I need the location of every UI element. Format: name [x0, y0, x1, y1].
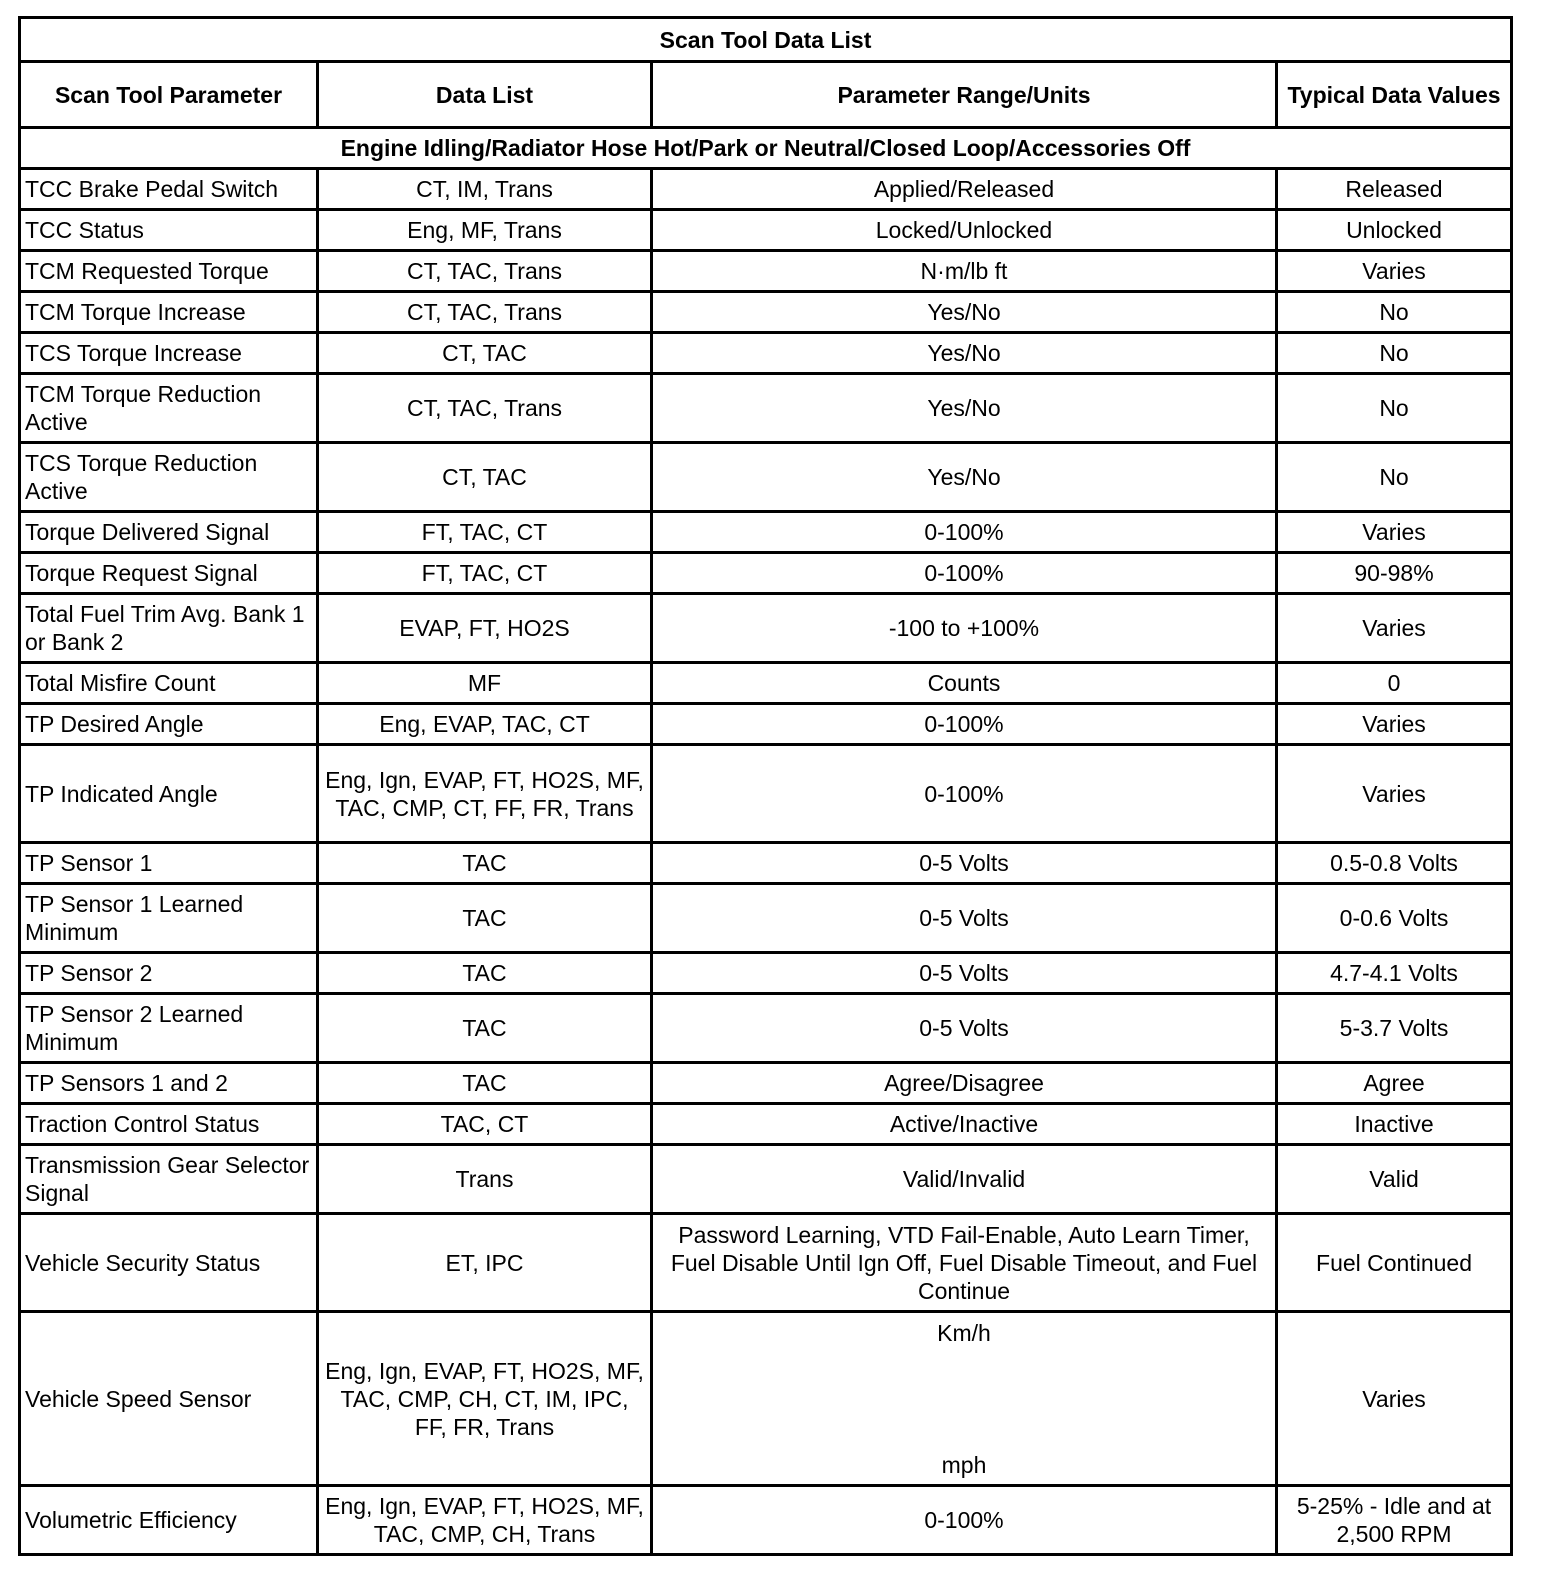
parameter-cell: Transmission Gear Selector Signal — [20, 1145, 318, 1214]
range-unit-metric: Km/h — [937, 1319, 991, 1346]
parameter-cell: TCM Torque Reduction Active — [20, 374, 318, 443]
data-list-cell: Eng, MF, Trans — [318, 210, 652, 251]
parameter-cell: TCS Torque Increase — [20, 333, 318, 374]
data-list-cell: Eng, Ign, EVAP, FT, HO2S, MF, TAC, CMP, CH, Trans — [318, 1486, 652, 1555]
range-cell: -100 to +100% — [652, 594, 1277, 663]
parameter-cell: Vehicle Security Status — [20, 1214, 318, 1312]
data-list-cell: CT, IM, Trans — [318, 169, 652, 210]
typical-cell: Fuel Continued — [1277, 1214, 1512, 1312]
typical-cell: 0 — [1277, 663, 1512, 704]
data-list-cell: Eng, Ign, EVAP, FT, HO2S, MF, TAC, CMP, CH, CT, IM, IPC, FF, FR, Trans — [318, 1312, 652, 1486]
table-row — [20, 745, 1512, 843]
condition-row — [20, 128, 1512, 169]
range-cell: Valid/Invalid — [652, 1145, 1277, 1214]
table-header-row — [20, 62, 1512, 128]
parameter-cell: TP Indicated Angle — [20, 745, 318, 843]
range-cell: 0-5 Volts — [652, 994, 1277, 1063]
operating-condition: Engine Idling/Radiator Hose Hot/Park or Neutral/Closed Loop/Accessories Off — [20, 128, 1512, 169]
parameter-cell: TP Sensor 1 — [20, 843, 318, 884]
parameter-cell: TCM Requested Torque — [20, 251, 318, 292]
typical-cell: No — [1277, 374, 1512, 443]
table-row — [20, 292, 1512, 333]
range-cell: 0-100% — [652, 1486, 1277, 1555]
table-row — [20, 553, 1512, 594]
typical-cell: No — [1277, 292, 1512, 333]
parameter-cell: Volumetric Efficiency — [20, 1486, 318, 1555]
header-parameter-range-units: Parameter Range/Units — [652, 62, 1277, 128]
table-row — [20, 1063, 1512, 1104]
parameter-cell: TCC Status — [20, 210, 318, 251]
parameter-cell: Torque Request Signal — [20, 553, 318, 594]
parameter-cell: TCM Torque Increase — [20, 292, 318, 333]
range-cell: 0-100% — [652, 512, 1277, 553]
typical-cell: Varies — [1277, 745, 1512, 843]
parameter-cell: Total Misfire Count — [20, 663, 318, 704]
range-cell: Yes/No — [652, 374, 1277, 443]
range-cell: Counts — [652, 663, 1277, 704]
table-row — [20, 251, 1512, 292]
typical-cell: Varies — [1277, 1312, 1512, 1486]
table-row — [20, 994, 1512, 1063]
data-list-cell: CT, TAC, Trans — [318, 251, 652, 292]
data-list-cell: ET, IPC — [318, 1214, 652, 1312]
data-list-cell: MF — [318, 663, 652, 704]
table-row — [20, 953, 1512, 994]
header-data-list: Data List — [318, 62, 652, 128]
table-row — [20, 374, 1512, 443]
data-list-cell: FT, TAC, CT — [318, 553, 652, 594]
data-list-cell: TAC — [318, 843, 652, 884]
parameter-cell: Torque Delivered Signal — [20, 512, 318, 553]
range-cell: Locked/Unlocked — [652, 210, 1277, 251]
typical-cell: No — [1277, 443, 1512, 512]
range-cell: Yes/No — [652, 443, 1277, 512]
range-cell: N·m/lb ft — [652, 251, 1277, 292]
table-row — [20, 443, 1512, 512]
typical-cell: Varies — [1277, 704, 1512, 745]
header-typical-data-values: Typical Data Values — [1277, 62, 1512, 128]
range-cell: Applied/Released — [652, 169, 1277, 210]
range-unit-imperial: mph — [941, 1451, 987, 1478]
typical-cell: No — [1277, 333, 1512, 374]
parameter-cell: Traction Control Status — [20, 1104, 318, 1145]
data-list-cell: Eng, Ign, EVAP, FT, HO2S, MF, TAC, CMP, CT, FF, FR, Trans — [318, 745, 652, 843]
data-list-cell: CT, TAC — [318, 333, 652, 374]
data-list-cell: CT, TAC, Trans — [318, 374, 652, 443]
typical-cell: 0.5-0.8 Volts — [1277, 843, 1512, 884]
parameter-cell: TP Desired Angle — [20, 704, 318, 745]
table-row — [20, 663, 1512, 704]
data-list-cell: FT, TAC, CT — [318, 512, 652, 553]
data-list-cell: Eng, EVAP, TAC, CT — [318, 704, 652, 745]
table-row — [20, 1312, 1512, 1486]
range-cell: Agree/Disagree — [652, 1063, 1277, 1104]
range-cell: Active/Inactive — [652, 1104, 1277, 1145]
typical-cell: Unlocked — [1277, 210, 1512, 251]
typical-cell: 90-98% — [1277, 553, 1512, 594]
table-row — [20, 884, 1512, 953]
data-list-cell: CT, TAC, Trans — [318, 292, 652, 333]
table-row — [20, 594, 1512, 663]
parameter-cell: TCC Brake Pedal Switch — [20, 169, 318, 210]
table-title-row — [20, 18, 1512, 62]
scan-tool-data-table — [18, 16, 1513, 1556]
parameter-cell: TCS Torque Reduction Active — [20, 443, 318, 512]
data-list-cell: CT, TAC — [318, 443, 652, 512]
range-cell: 0-100% — [652, 745, 1277, 843]
parameter-cell: Total Fuel Trim Avg. Bank 1 or Bank 2 — [20, 594, 318, 663]
typical-cell: 4.7-4.1 Volts — [1277, 953, 1512, 994]
table-row — [20, 169, 1512, 210]
typical-cell: 0-0.6 Volts — [1277, 884, 1512, 953]
data-list-cell: TAC — [318, 953, 652, 994]
parameter-cell: TP Sensor 1 Learned Minimum — [20, 884, 318, 953]
parameter-cell: TP Sensor 2 — [20, 953, 318, 994]
table-row — [20, 333, 1512, 374]
parameter-cell: TP Sensor 2 Learned Minimum — [20, 994, 318, 1063]
range-cell: Yes/No — [652, 333, 1277, 374]
table-row — [20, 1486, 1512, 1555]
table-row — [20, 1145, 1512, 1214]
range-cell: 0-5 Volts — [652, 953, 1277, 994]
typical-cell: Varies — [1277, 594, 1512, 663]
range-cell: Password Learning, VTD Fail-Enable, Auto Learn Timer, Fuel Disable Until Ign Off, Fuel Disable Timeout, and Fuel Continue — [652, 1214, 1277, 1312]
data-list-cell: TAC, CT — [318, 1104, 652, 1145]
typical-cell: 5-25% - Idle and at 2,500 RPM — [1277, 1486, 1512, 1555]
parameter-cell: TP Sensors 1 and 2 — [20, 1063, 318, 1104]
range-cell — [652, 1312, 1277, 1486]
range-cell: Yes/No — [652, 292, 1277, 333]
range-cell: 0-100% — [652, 553, 1277, 594]
data-list-cell: EVAP, FT, HO2S — [318, 594, 652, 663]
data-list-cell: TAC — [318, 884, 652, 953]
range-cell: 0-100% — [652, 704, 1277, 745]
table-row — [20, 843, 1512, 884]
range-cell: 0-5 Volts — [652, 884, 1277, 953]
typical-cell: 5-3.7 Volts — [1277, 994, 1512, 1063]
table-row — [20, 1214, 1512, 1312]
typical-cell: Varies — [1277, 512, 1512, 553]
table-row — [20, 704, 1512, 745]
data-list-cell: Trans — [318, 1145, 652, 1214]
typical-cell: Released — [1277, 169, 1512, 210]
data-list-cell: TAC — [318, 1063, 652, 1104]
typical-cell: Agree — [1277, 1063, 1512, 1104]
typical-cell: Inactive — [1277, 1104, 1512, 1145]
table-title: Scan Tool Data List — [20, 18, 1512, 62]
header-scan-tool-parameter: Scan Tool Parameter — [20, 62, 318, 128]
range-cell: 0-5 Volts — [652, 843, 1277, 884]
table-row — [20, 1104, 1512, 1145]
range-units-stack — [657, 1319, 1271, 1479]
data-list-cell: TAC — [318, 994, 652, 1063]
typical-cell: Varies — [1277, 251, 1512, 292]
typical-cell: Valid — [1277, 1145, 1512, 1214]
table-row — [20, 512, 1512, 553]
parameter-cell: Vehicle Speed Sensor — [20, 1312, 318, 1486]
table-row — [20, 210, 1512, 251]
